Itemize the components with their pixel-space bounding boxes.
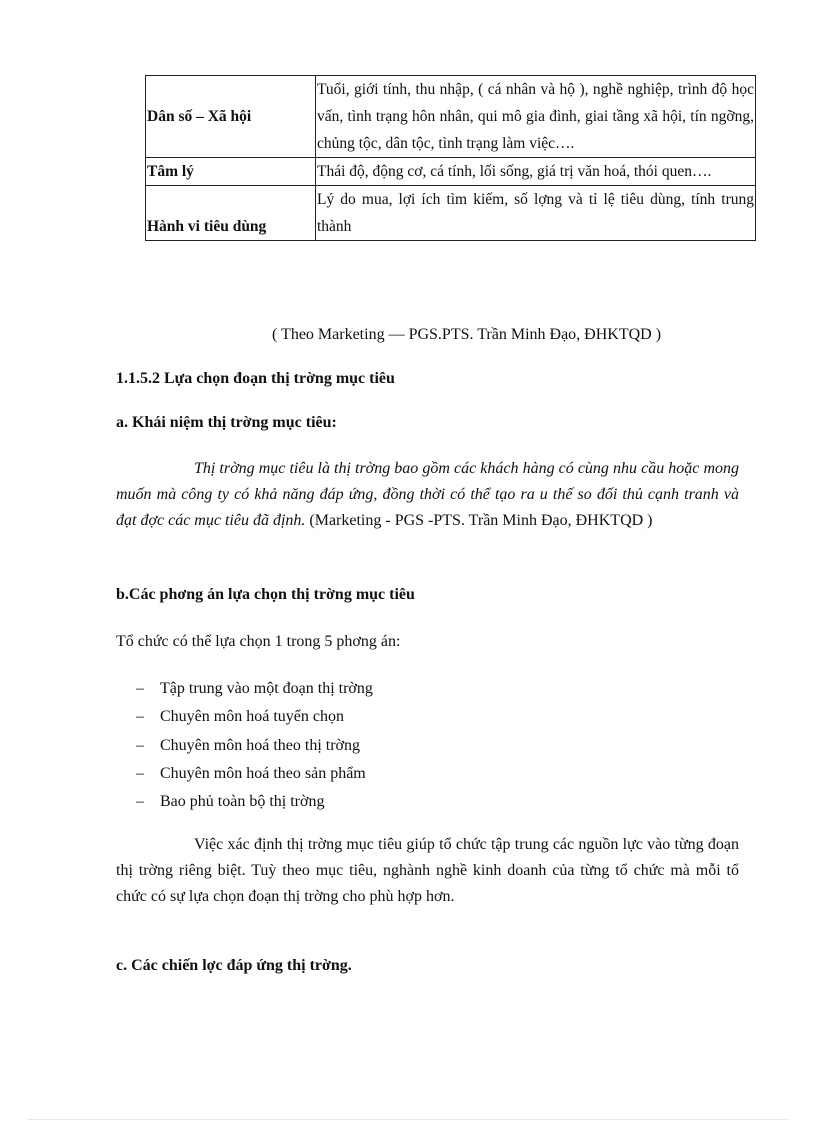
row-label: Dân số – Xã hội bbox=[146, 76, 316, 158]
definition-paragraph bbox=[116, 456, 739, 534]
dash-bullet: – bbox=[136, 680, 144, 697]
row-description: Lý do mua, lợi ích tìm kiếm, số lợng và tỉ lệ tiêu dùng, tính trung thành bbox=[316, 186, 756, 241]
table-row bbox=[146, 158, 756, 186]
body-paragraph bbox=[116, 832, 739, 910]
list-item bbox=[136, 788, 373, 816]
options-intro: Tổ chức có thể lựa chọn 1 trong 5 phơng án: bbox=[116, 633, 401, 650]
section-heading: 1.1.5.2 Lựa chọn đoạn thị trờng mục tiêu bbox=[116, 370, 395, 387]
list-item bbox=[136, 732, 373, 760]
subsection-a-heading: a. Khái niệm thị trờng mục tiêu: bbox=[116, 414, 337, 431]
option-text: Chuyên môn hoá tuyển chọn bbox=[160, 708, 344, 726]
dash-bullet: – bbox=[136, 736, 144, 754]
option-text: Chuyên môn hoá theo thị trờng bbox=[160, 736, 360, 754]
row-description: Tuổi, giới tính, thu nhập, ( cá nhân và hộ ), nghề nghiệp, trình độ học vấn, tình trạng hôn nhân, qui mô gia đình, giai tầng xã hội, tín ngỡng, chủng tộc, dân tộc, tình trạng làm việc…. bbox=[316, 76, 756, 158]
table-row bbox=[146, 76, 756, 158]
list-item bbox=[136, 760, 373, 788]
page-bottom-divider bbox=[28, 1119, 788, 1120]
row-description: Thái độ, động cơ, cá tính, lối sống, giá trị văn hoá, thói quen…. bbox=[316, 158, 756, 186]
definition-text: Thị trờng mục tiêu là thị trờng bao gồm các khách hàng có cùng nhu cầu hoặc mong muốn mà công ty có khả năng đáp ứng, đồng thời có thể tạo ra u thế so đối thủ cạnh tranh và đạt đợc các mục tiêu đã định. bbox=[116, 460, 739, 529]
table-citation: ( Theo Marketing — PGS.PTS. Trần Minh Đạo, ĐHKTQD ) bbox=[272, 326, 662, 343]
table-row bbox=[146, 186, 756, 241]
subsection-b-heading: b.Các phơng án lựa chọn thị trờng mục tiêu bbox=[116, 586, 415, 603]
option-text: Bao phủ toàn bộ thị trờng bbox=[160, 793, 325, 811]
subsection-c-heading: c. Các chiến lợc đáp ứng thị trờng. bbox=[116, 957, 352, 974]
option-text: Tập trung vào một đoạn thị trờng bbox=[160, 680, 373, 697]
row-label: Tâm lý bbox=[146, 158, 316, 186]
paragraph-text: Việc xác định thị trờng mục tiêu giúp tổ chức tập trung các nguồn lực vào từng đoạn thị trờng riêng biệt. Tuỳ theo mục tiêu, nghành nghề kinh doanh của từng tổ chức mà mỗi tổ chức có sự lựa chọn đoạn thị trờng cho phù hợp hơn. bbox=[116, 836, 739, 905]
option-text: Chuyên môn hoá theo sản phẩm bbox=[160, 764, 366, 782]
segmentation-criteria-table bbox=[145, 75, 756, 241]
options-list bbox=[136, 675, 373, 816]
dash-bullet: – bbox=[136, 764, 144, 782]
list-item bbox=[136, 703, 373, 731]
dash-bullet: – bbox=[136, 793, 144, 811]
list-item bbox=[136, 675, 373, 703]
dash-bullet: – bbox=[136, 708, 144, 726]
row-label: Hành vi tiêu dùng bbox=[146, 186, 316, 241]
definition-source: (Marketing - PGS -PTS. Trần Minh Đạo, ĐHKTQD ) bbox=[305, 512, 653, 529]
